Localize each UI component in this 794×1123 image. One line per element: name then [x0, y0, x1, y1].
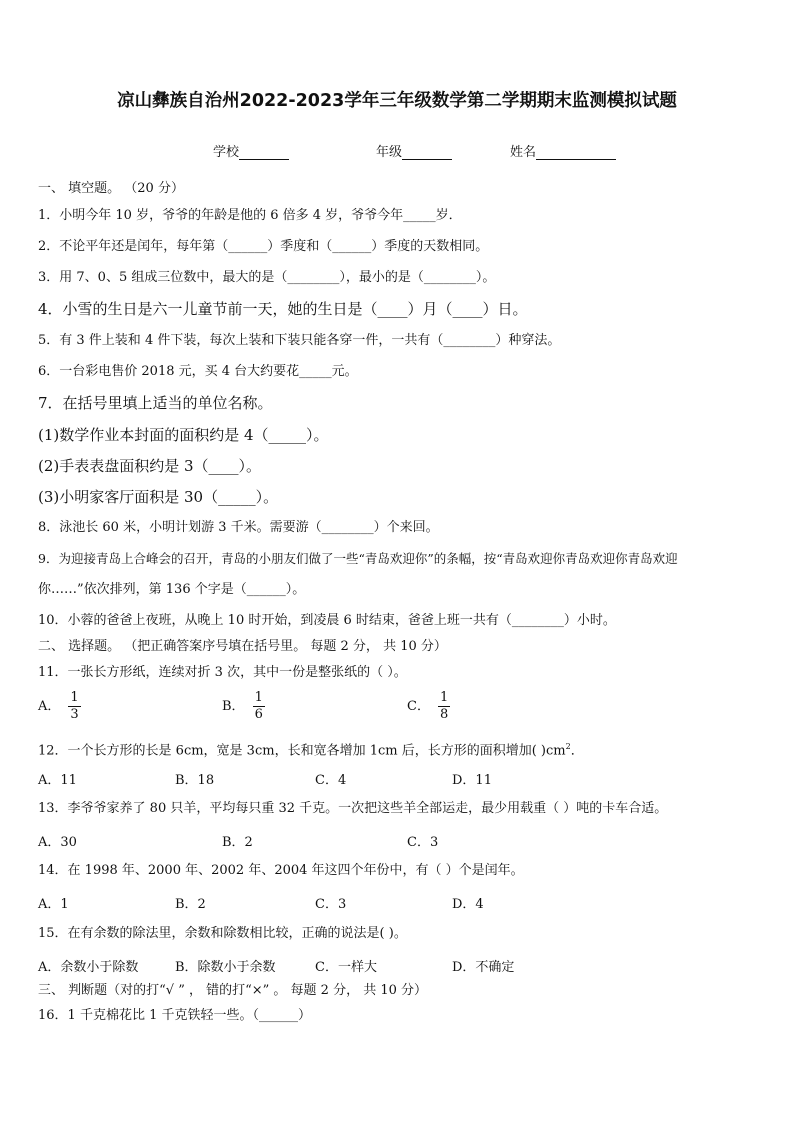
grade-label: 年级 [376, 145, 403, 160]
q15-options [38, 956, 758, 976]
question-5: 5．有 3 件上装和 4 件下装，每次上装和下装只能各穿一件，一共有（________）种穿法。 [38, 333, 561, 348]
name-label: 姓名 [510, 145, 537, 160]
question-12: 12．一个长方形的长是 6cm，宽是 3cm，长和宽各增加 1cm 后，长方形的面积增加( )$cm^2$． [38, 742, 584, 759]
q11-option-a[interactable]: A． $\frac{1}{3}$ [38, 690, 79, 722]
question-6: 6．一台彩电售价 2018 元，买 4 台大约要花_____元。 [38, 364, 358, 379]
q14-option-c[interactable]: C．3 [315, 897, 347, 912]
q14-option-b[interactable]: B．2 [175, 897, 206, 912]
q13-option-a[interactable]: A．30 [38, 835, 77, 850]
fraction: $\frac{1}{8}$ [439, 690, 449, 722]
question-11: 11．一张长方形纸，连续对折 3 次，其中一份是整张纸的（ ）。 [38, 665, 407, 680]
q15-option-a[interactable]: A．余数小于除数 [38, 960, 139, 975]
section-heading-fill: 一、 填空题。 （20 分） [38, 181, 184, 196]
q12-options [38, 769, 758, 789]
question-15: 15．在有余数的除法里，余数和除数相比较，正确的说法是( )。 [38, 926, 407, 941]
question-7-3: (3)小明家客厅面积是 30（_____）。 [38, 488, 279, 506]
question-3: 3．用 7、0、5 组成三位数中，最大的是（________），最小的是（________）。 [38, 270, 496, 285]
q14-option-d[interactable]: D．4 [452, 897, 484, 912]
q12-option-b[interactable]: B．18 [175, 773, 215, 788]
q15-option-b[interactable]: B．除数小于余数 [175, 960, 276, 975]
page-title: 凉山彝族自治州2022-2023学年三年级数学第二学期期末监测模拟试题 [117, 91, 677, 111]
question-2: 2．不论平年还是闰年，每年第（______）季度和（______）季度的天数相同。 [38, 239, 489, 254]
q12-option-a[interactable]: A．11 [38, 773, 77, 788]
question-13: 13．李爷爷家养了 80 只羊，平均每只重 32 千克。一次把这些羊全部运走，最少用载重（ ）吨的卡车合适。 [38, 801, 668, 816]
question-9: 9．为迎接青岛上合峰会的召开，青岛的小朋友们做了一些“青岛欢迎你”的条幅，按“青岛欢迎你青岛欢迎你青岛欢迎 [38, 551, 678, 566]
q14-options [38, 893, 758, 913]
school-field [213, 141, 289, 160]
q11-option-b[interactable]: B． $\frac{1}{6}$ [222, 690, 263, 722]
question-9-cont: 你……”依次排列，第 136 个字是（______）。 [38, 582, 306, 597]
q13-option-b[interactable]: B．2 [222, 835, 253, 850]
section-heading-judge: 三、 判断题（对的打“√ ” ， 错的打“×” 。 每题 2 分， 共 10 分） [38, 983, 428, 998]
fraction: $\frac{1}{3}$ [70, 690, 79, 722]
school-label: 学校 [213, 145, 240, 160]
q14-option-a[interactable]: A．1 [38, 897, 69, 912]
question-1: 1．小明今年 10 岁，爷爷的年龄是他的 6 倍多 4 岁，爷爷今年_____岁． [38, 208, 462, 223]
q12-option-c[interactable]: C．4 [315, 773, 347, 788]
question-7-1: (1)数学作业本封面的面积约是 4（_____）。 [38, 426, 329, 444]
fraction: $\frac{1}{6}$ [254, 690, 263, 722]
student-info-row [0, 141, 794, 161]
q15-option-c[interactable]: C．一样大 [315, 960, 377, 975]
name-field [510, 141, 616, 160]
q13-option-c[interactable]: C．3 [407, 835, 439, 850]
q13-options [38, 831, 758, 851]
question-7: 7．在括号里填上适当的单位名称。 [38, 394, 273, 412]
q15-option-d[interactable]: D．不确定 [452, 960, 515, 975]
question-4: 4．小雪的生日是六一儿童节前一天，她的生日是（____）月（____）日。 [38, 300, 528, 318]
question-16: 16．1 千克棉花比 1 千克铁轻一些。（______） [38, 1008, 311, 1023]
q12-option-d[interactable]: D．11 [452, 773, 492, 788]
question-10: 10．小蓉的爸爸上夜班，从晚上 10 时开始，到凌晨 6 时结束，爸爸上班一共有（________）小时。 [38, 613, 616, 628]
grade-field [376, 141, 452, 160]
question-14: 14．在 1998 年、2000 年、2002 年、2004 年这四个年份中，有（ ）个是闰年。 [38, 863, 524, 878]
name-blank[interactable] [536, 145, 616, 160]
question-8: 8．泳池长 60 米，小明计划游 3 千米。需要游（________）个来回。 [38, 520, 439, 535]
q11-option-c[interactable]: C． $\frac{1}{8}$ [407, 690, 449, 722]
school-blank[interactable] [239, 145, 289, 160]
question-7-2: (2)手表表盘面积约是 3（____）。 [38, 457, 262, 475]
section-heading-choice: 二、 选择题。 （把正确答案序号填在括号里。 每题 2 分， 共 10 分） [38, 639, 447, 654]
grade-blank[interactable] [402, 145, 452, 160]
